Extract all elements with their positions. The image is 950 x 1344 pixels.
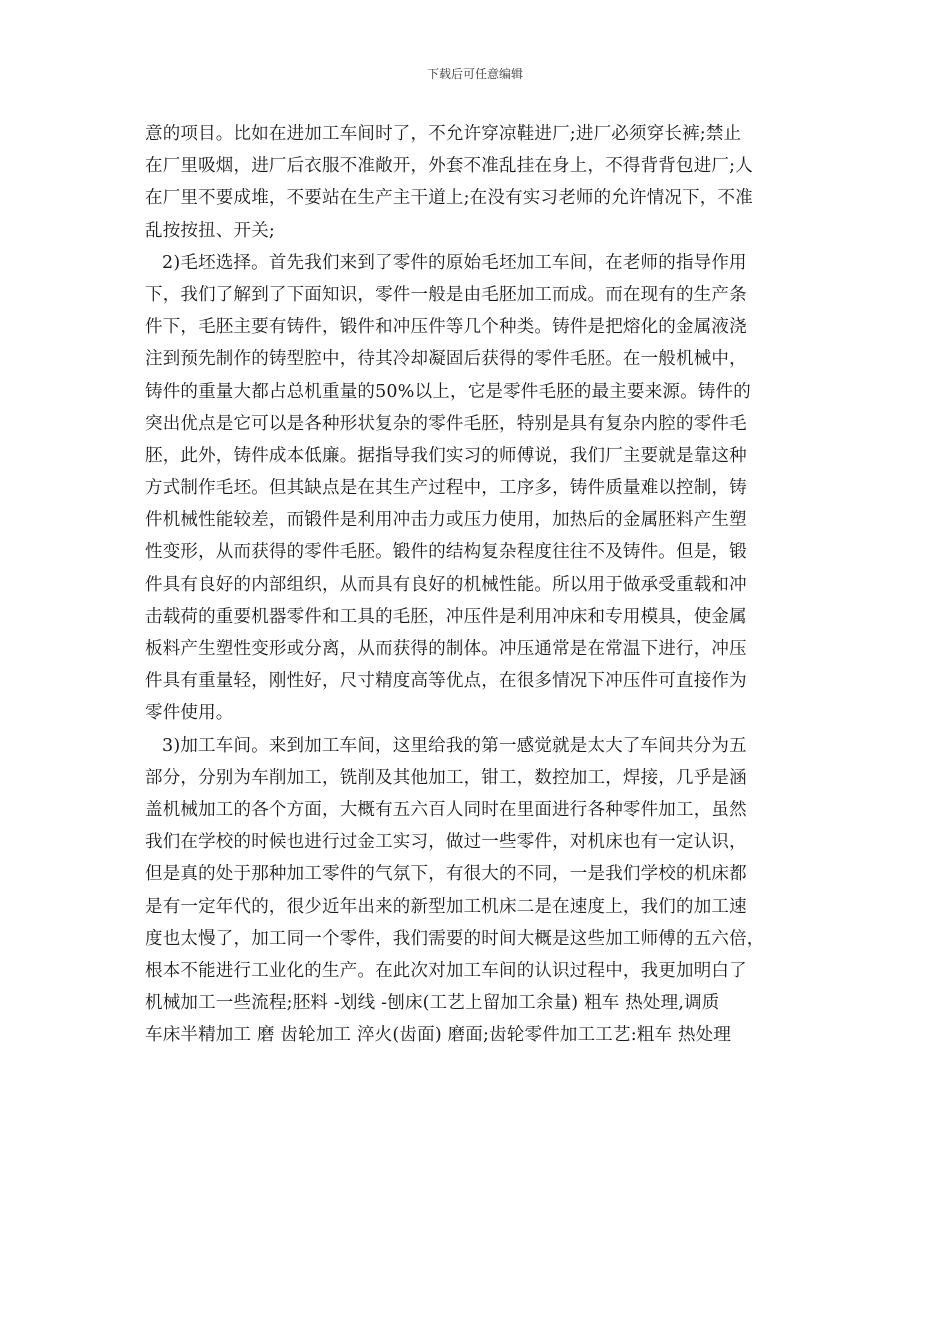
text-line: 部分，分别为车削加工，铣削及其他加工，钳工，数控加工，焊接，几乎是涵	[145, 767, 747, 788]
text-line: 盖机械加工的各个方面，大概有五六百人同时在里面进行各种零件加工，虽然	[145, 799, 747, 820]
text-line: 板料产生塑性变形或分离，从而获得的制体。冲压通常是在常温下进行，冲压	[145, 639, 747, 659]
text-line: 件具有良好的内部组织，从而具有良好的机械性能。所以用于做承受重载和冲	[145, 574, 747, 595]
text-line: 下，我们了解到了下面知识，零件一般是由毛胚加工而成。而在现有的生产条	[145, 284, 747, 305]
text-line: 是有一定年代的，很少近年出来的新型加工机床二是在速度上，我们的加工速	[145, 896, 747, 917]
text-line: 件具有重量轻，刚性好，尺寸精度高等优点，在很多情况下冲压件可直接作为	[145, 671, 747, 692]
text-line: 件下，毛胚主要有铸件，锻件和冲压件等几个种类。铸件是把熔化的金属液浇	[145, 317, 747, 338]
text-line: 根本不能进行工业化的生产。在此次对加工车间的认识过程中，我更加明白了	[145, 960, 747, 981]
text-line: 方式制作毛坯。但其缺点是在其生产过程中，工序多，铸件质量难以控制，铸	[145, 478, 747, 499]
text-line: 零件使用。	[145, 703, 234, 724]
paragraph-start-line: 2)毛坯选择。首先我们来到了零件的原始毛坯加工车间，在老师的指导作用	[162, 252, 747, 273]
text-line: 性变形，从而获得的零件毛胚。锻件的结构复杂程度往往不及铸件。但是，锻	[145, 542, 747, 563]
paragraph-start-line: 3)加工车间。来到加工车间，这里给我的第一感觉就是太大了车间共分为五	[162, 735, 747, 756]
text-line: 件机械性能较差，而锻件是利用冲击力或压力使用，加热后的金属胚料产生塑	[145, 510, 747, 531]
text-line: 度也太慢了，加工同一个零件，我们需要的时间大概是这些加工师傅的五六倍，	[145, 928, 765, 949]
text-line: 突出优点是它可以是各种形状复杂的零件毛胚，特别是具有复杂内腔的零件毛	[145, 413, 747, 434]
text-line: 但是真的处于那种加工零件的气氛下，有很大的不同，一是我们学校的机床都	[145, 864, 747, 885]
text-line: 机械加工一些流程;胚料 -划线 -刨床(工艺上留加工余量) 粗车 热处理,调质	[145, 993, 720, 1014]
text-line: 在厂里吸烟，进厂后衣服不准敞开，外套不准乱挂在身上，不得背背包进厂;人	[145, 156, 753, 177]
text-line: 意的项目。比如在进加工车间时了，不允许穿凉鞋进厂;进厂必须穿长裤;禁止	[145, 124, 742, 144]
text-line: 乱按按扭、开关;	[145, 220, 275, 241]
text-line: 胚，此外，铸件成本低廉。据指导我们实习的师傅说，我们厂主要就是靠这种	[145, 445, 747, 466]
text-line: 铸件的重量大都占总机重量的50%以上，它是零件毛胚的最主要来源。铸件的	[145, 381, 751, 402]
text-line: 在厂里不要成堆，不要站在生产主干道上;在没有实习老师的允许情况下，不准	[145, 188, 753, 209]
text-line: 车床半精加工 磨 齿轮加工 淬火(齿面) 磨面;齿轮零件加工工艺:粗车 热处理	[145, 1025, 732, 1046]
text-line: 击载荷的重要机器零件和工具的毛胚，冲压件是利用冲床和专用模具，使金属	[145, 606, 747, 627]
page-header: 下载后可任意编辑	[426, 67, 523, 81]
text-line: 我们在学校的时候也进行过金工实习，做过一些零件，对机床也有一定认识，	[145, 832, 747, 853]
body-text	[145, 118, 810, 1051]
text-line: 注到预先制作的铸型腔中，待其冷却凝固后获得的零件毛胚。在一般机械中，	[145, 349, 747, 370]
